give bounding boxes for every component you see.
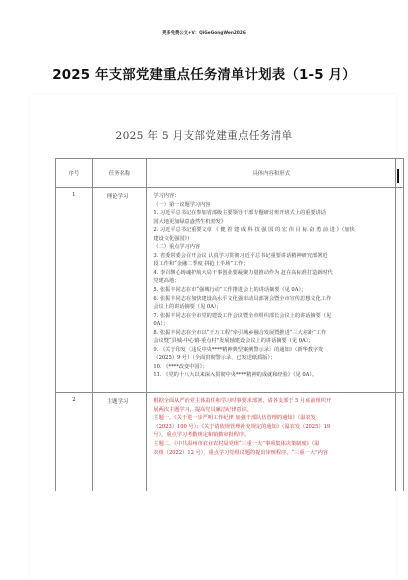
row-extra-cell (396, 393, 404, 492)
content-line: 建设文化强国》） (153, 235, 193, 242)
content-line: （二）重点学习内容 (153, 244, 201, 251)
content-line: （2023）100 号）；《关于请依规管理补充规定的通知》（温农发（2025）19 (153, 423, 331, 430)
watermark-text: 更多免费公文+V：QiGeGongWen2026 (162, 31, 246, 36)
content-line: 8. 张振丰同志在全市以“千万工程”牵引城乡融合发展暨推进“三大差距”工作 (153, 329, 327, 336)
content-line: 会议上的讲话摘要（见 0A）； (153, 304, 222, 311)
content-line: 0A）； (153, 321, 169, 328)
content-line: 6. 张振丰同志在加快建设高水平文化强市动员部署会暨全市宣传思想文化工作 (153, 295, 332, 302)
table-row (56, 188, 404, 393)
content-line: 党建高地； (153, 278, 180, 285)
content-line: 学习内容： (153, 193, 180, 199)
content-line: 根据全面从严治党主体责任和学习时事要求部署，请各支部于 5 月底前组织开 (153, 398, 332, 404)
content-line: 4. 李召继心铸魂护航大局干事创业要凝聚力量推动作为 赶在高标准打造新时代 (153, 269, 333, 276)
table-row (56, 393, 404, 492)
header-task-name: 任务名称 (92, 159, 147, 188)
content-line: 主题二、《中共温州市农业农村局党组“三重一大”事项集体决策制度》（温 (153, 440, 320, 447)
content-line: 展两次主题学习，提高党员廉洁纪律意识。 (153, 406, 252, 413)
content-line: （2025）9 号）（全面贯彻警示录、已发送纸质版）； (153, 355, 276, 362)
row-number: 1 (56, 188, 93, 393)
content-line: 农组（2022）12 号），重点学习党组议题的提出审核程序、“三重一大”内容 (153, 449, 328, 456)
row-content (147, 188, 396, 393)
content-line: 7. 张振丰同志在全市党的建设工作会议暨全市组织部长会议上的讲话摘要（见 (153, 312, 332, 319)
table-header-row (56, 159, 404, 188)
header-number: 序号 (56, 159, 93, 188)
row-extra-cell (396, 188, 404, 393)
row-task-name: 主题学习 (92, 393, 147, 492)
content-line: 3. 省委常委会召开会议 认真学习贯彻习近平总书记重要讲话精神研究部署近 (153, 252, 328, 259)
row-content-highlighted (147, 393, 396, 492)
content-line: 1. 习近平总书记在参加省部级主要领导干部专题研讨班开班式上的重要讲话 (153, 210, 326, 217)
content-line: （一）第一议题学习内容 (153, 201, 211, 208)
content-line: 国大地更加绿意盎然生机勃发》 (153, 218, 227, 225)
row-task-name: 理论学习 (92, 188, 147, 393)
header-extra (396, 159, 404, 188)
content-line: 号），重点学习考勤规定和销勤审批程序。 (153, 432, 250, 439)
content-line: 主题一、《关于进一步严明工作纪律 加强干部队伍管理的通知》（温农发 (153, 415, 316, 422)
task-table (55, 158, 404, 491)
header-content: 具体内容和形式 (147, 159, 396, 188)
content-line: 2. 习近平总书记重要文章 《 健 着 建 成 科 技 强 国 的 宏 伟 目 标 奋 勇 前 进 》（加快 (153, 227, 355, 234)
document-title: 2025 年支部党建重点任务清单计划表（1-5 月） (52, 68, 356, 83)
content-line: 9. 《关于印发〈违反中央****精神典型案例警示录〉的通知》（新华教字发 (153, 346, 324, 353)
content-line: 段工作和“金融二季度 拼抢上半场”工作； (153, 261, 249, 268)
row-number: 2 (56, 393, 93, 492)
table-title: 2025 年 5 月支部党建重点任务清单 (115, 130, 293, 142)
content-line: 10. 《****改变中国》； (153, 363, 208, 370)
content-line: 5. 张振丰同志在市“强城行动”工作推进会上的讲话摘要（见 0A）； (153, 287, 307, 294)
content-line: 11. 《党的十八大以来深入贯彻中央****精神的成就和经验》（见 0A）。 (153, 372, 318, 379)
column-marker (397, 169, 399, 183)
content-line: 会议暨“县城-中心镇-重点村”发展轴建设会议上的讲话摘要（见 0A）； (153, 338, 314, 345)
